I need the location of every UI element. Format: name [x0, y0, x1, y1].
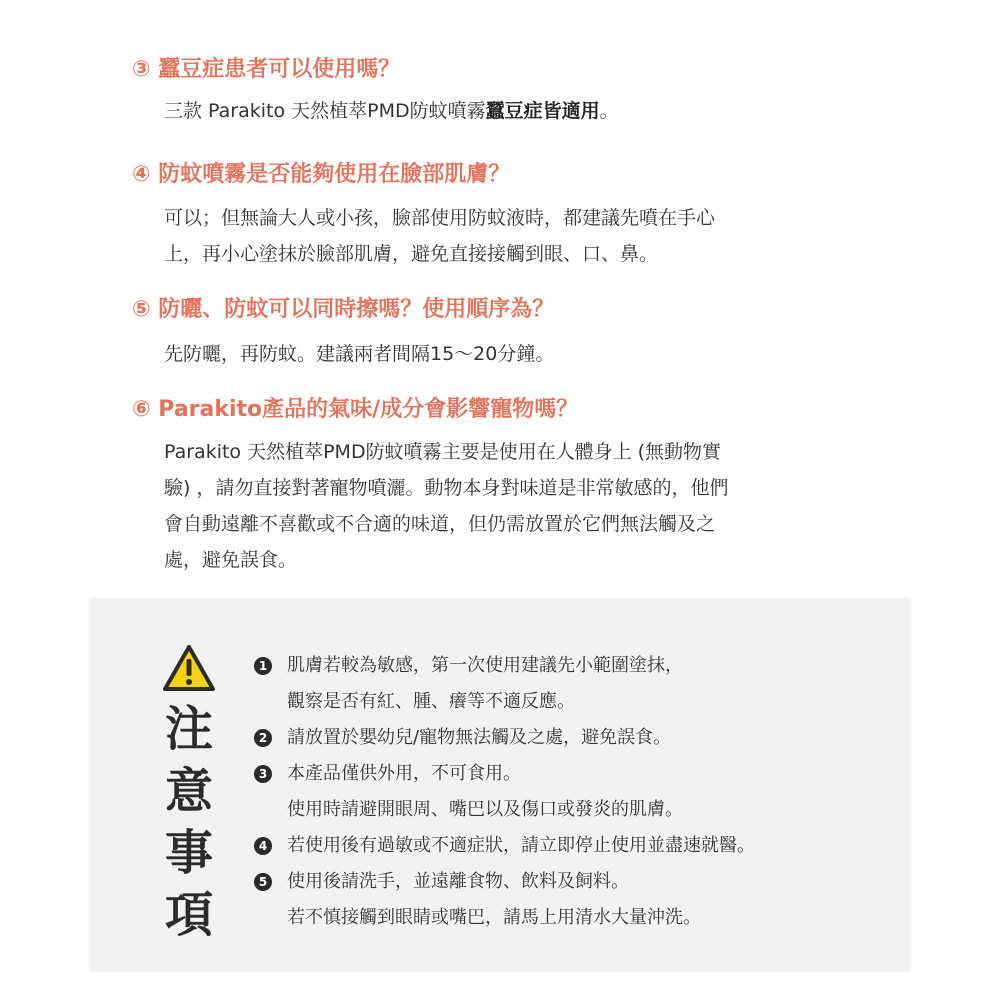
caution-line: 本產品僅供外用，不可食用。	[287, 763, 521, 784]
caution-item	[254, 648, 755, 720]
caution-title-char: 項	[164, 887, 213, 943]
answer-text: 。	[599, 100, 619, 122]
answer-line	[164, 93, 884, 129]
caution-item	[254, 756, 755, 828]
caution-item	[254, 720, 755, 756]
faq-question-5: ⑤ 防曬、防蚊可以同時擦嗎？使用順序為？	[132, 297, 555, 322]
caution-title-char: 意	[164, 763, 213, 819]
faq-question-4: ④ 防蚊噴霧是否能夠使用在臉部肌膚？	[132, 162, 511, 187]
caution-box	[90, 598, 910, 972]
caution-title-char: 注	[164, 701, 213, 757]
item-number-badge: 2	[254, 729, 272, 747]
answer-line: Parakito 天然植萃PMD防蚊噴霧主要是使用在人體身上 (無動物實	[164, 441, 722, 463]
faq-answer-5	[164, 336, 884, 372]
caution-line: 請放置於嬰幼兒/寵物無法觸及之處，避免誤食。	[287, 727, 672, 748]
faq-answer-3	[164, 93, 884, 129]
answer-line: 先防曬，再防蚊。建議兩者間隔15～20分鐘。	[164, 343, 555, 365]
caution-list	[254, 648, 755, 936]
item-number-badge: 5	[254, 873, 272, 891]
faq-answer-6	[164, 434, 884, 578]
answer-line: 可以；但無論大人或小孩，臉部使用防蚊液時，都建議先噴在手心	[164, 207, 716, 229]
item-number-badge: 4	[254, 837, 272, 855]
answer-text: 三款 Parakito 天然植萃PMD防蚊噴霧	[164, 100, 486, 122]
answer-line: 處，避免誤食。	[164, 549, 298, 571]
caution-title-char: 事	[164, 825, 213, 881]
caution-line: 觀察是否有紅、腫、癢等不適反應。	[287, 691, 575, 712]
caution-line: 使用時請避開眼周、嘴巴以及傷口或發炎的肌膚。	[287, 799, 683, 820]
item-number-badge: 3	[254, 765, 272, 783]
faq-answer-4	[164, 200, 884, 272]
warning-triangle-icon	[162, 644, 216, 692]
caution-line: 若使用後有過敏或不適症狀，請立即停止使用並盡速就醫。	[287, 835, 755, 856]
answer-line: 驗) ，請勿直接對著寵物噴灑。動物本身對味道是非常敏感的，他們	[164, 477, 729, 499]
caution-title	[160, 698, 218, 946]
faq-question-3: ③ 蠶豆症患者可以使用嗎？	[132, 57, 401, 82]
faq-question-6: ⑥ Parakito產品的氣味/成分會影響寵物嗎？	[132, 397, 579, 422]
caution-line: 使用後請洗手，並遠離食物、飲料及飼料。	[287, 871, 629, 892]
answer-line: 上，再小心塗抹於臉部肌膚，避免直接接觸到眼、口、鼻。	[164, 243, 659, 265]
answer-highlight: 蠶豆症皆適用	[485, 100, 600, 122]
answer-line: 會自動遠離不喜歡或不合適的味道，但仍需放置於它們無法觸及之	[164, 513, 716, 535]
item-number-badge: 1	[254, 657, 272, 675]
caution-line: 若不慎接觸到眼睛或嘴巴，請馬上用清水大量沖洗。	[287, 907, 701, 928]
caution-line: 肌膚若較為敏感，第一次使用建議先小範圍塗抹，	[287, 655, 683, 676]
caution-item	[254, 828, 755, 864]
caution-item	[254, 864, 755, 936]
